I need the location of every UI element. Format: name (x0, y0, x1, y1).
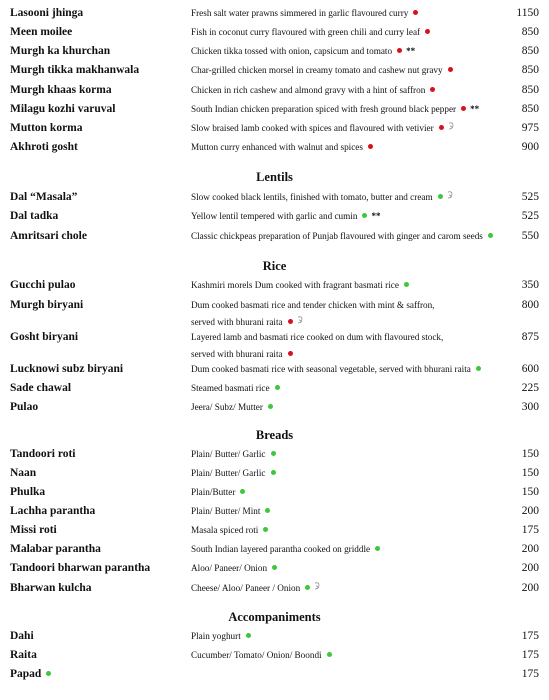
veg-dot-icon (271, 451, 276, 456)
menu-item-name (10, 401, 38, 413)
menu-item-price: 850 (521, 45, 539, 57)
menu-item-name-text: Papad (10, 668, 42, 680)
menu-item-name-text: Murgh tikka makhanwala (10, 64, 140, 76)
menu-item-name (10, 191, 77, 203)
description-line (191, 139, 373, 156)
menu-item-price: 175 (521, 668, 539, 680)
section-heading: Rice (262, 259, 287, 273)
menu-item-description (191, 101, 479, 118)
menu-item-price: 800 (521, 299, 539, 311)
menu-item-price: 850 (521, 84, 539, 96)
menu-item-name-text: Lasooni jhinga (10, 7, 84, 19)
menu-item-name (10, 668, 51, 680)
nonveg-dot-icon (413, 10, 418, 15)
menu-item-name-text: Dal “Masala” (10, 191, 78, 203)
veg-dot-icon (488, 233, 493, 238)
menu-item-name-text: Phulka (10, 486, 46, 498)
veg-dot-icon (272, 565, 277, 570)
description-text: Plain/ Butter/ Mint (191, 506, 261, 516)
menu-item-name (10, 331, 78, 343)
menu-item-price: 850 (521, 64, 539, 76)
menu-item-description (191, 503, 270, 520)
menu-item-name (10, 230, 87, 242)
description-line (191, 522, 268, 539)
menu-item-name-text: Murgh ka khurchan (10, 45, 111, 57)
description-text: Slow braised lamb cooked with spices and flavoured with vetivier (191, 123, 434, 133)
veg-dot-icon (404, 282, 409, 287)
nonveg-dot-icon (430, 87, 435, 92)
menu-item-name-text: Tandoori bharwan parantha (10, 562, 151, 574)
menu-item-price: 150 (521, 486, 539, 498)
description-line (191, 399, 273, 416)
menu-item-description (191, 208, 380, 225)
menu-item-name-text: Pulao (10, 401, 39, 413)
veg-dot-icon (438, 194, 443, 199)
veg-dot-icon (246, 633, 251, 638)
menu-item-price: 525 (521, 210, 539, 222)
nonveg-dot-icon (439, 125, 444, 130)
description-line (191, 628, 251, 645)
description-line (191, 503, 270, 520)
menu-item-price: 600 (521, 363, 539, 375)
nonveg-dot-icon (461, 106, 466, 111)
menu-item-name (10, 122, 83, 134)
menu-item-price: 525 (521, 191, 539, 203)
menu-item-description (191, 24, 430, 41)
menu-item-description (191, 62, 453, 79)
nonveg-dot-icon (425, 29, 430, 34)
chef-special-stars: ** (371, 211, 381, 221)
description-text: Chicken tikka tossed with onion, capsicum and tomato (191, 46, 393, 56)
description-line (191, 361, 481, 378)
menu-item-name-text: Bharwan kulcha (10, 582, 92, 594)
menu-item-price: 875 (521, 331, 539, 343)
menu-item-price: 1150 (516, 7, 539, 19)
description-line (191, 101, 479, 118)
menu-item-description (191, 189, 454, 206)
description-text: Plain/ Butter/ Garlic (191, 468, 266, 478)
veg-dot-icon (305, 585, 310, 590)
chef-special-stars: ** (406, 46, 416, 56)
description-text: Dum cooked basmati rice with seasonal vegetable, served with bhurani raita (191, 364, 471, 374)
menu-item-description (191, 329, 443, 363)
menu-item-description (191, 5, 418, 22)
menu-item-name (10, 448, 76, 460)
menu-item-price: 150 (521, 448, 539, 460)
menu-item-name-text: Tandoori roti (10, 448, 76, 460)
menu-item-name-text: Akhroti gosht (10, 141, 78, 153)
nonveg-dot-icon (288, 319, 293, 324)
menu-item-name-text: Murgh biryani (10, 299, 84, 311)
menu-item-name (10, 505, 95, 517)
menu-item-price: 200 (521, 562, 539, 574)
description-line (191, 82, 435, 99)
description-text: South Indian layered parantha cooked on griddle (191, 544, 371, 554)
menu-item-name (10, 562, 150, 574)
chef-special-stars: ** (470, 104, 480, 114)
description-line (191, 120, 455, 137)
menu-item-name (10, 279, 76, 291)
menu-item-description (191, 628, 251, 645)
menu-item-description (191, 277, 409, 294)
menu-item-description (191, 139, 373, 156)
description-line (191, 484, 245, 501)
section-heading: Breads (255, 428, 294, 442)
menu-item-price: 175 (521, 630, 539, 642)
description-text: Chicken in rich cashew and almond gravy with a hint of saffron (191, 85, 426, 95)
description-line (191, 465, 276, 482)
menu-item-name-text: Sade chawal (10, 382, 72, 394)
veg-dot-icon (265, 508, 270, 513)
description-text: Dum cooked basmati rice and tender chicken with mint & saffron, (191, 300, 435, 310)
spicy-chili-icon (314, 582, 321, 590)
description-text: Cucumber/ Tomato/ Onion/ Boondi (191, 650, 322, 660)
menu-item-name-text: Amritsari chole (10, 230, 87, 242)
menu-item-description (191, 541, 380, 558)
spicy-chili-icon (297, 316, 304, 324)
description-text: Kashmiri morels Dum cooked with fragrant basmati rice (191, 280, 399, 290)
description-text: Fresh salt water prawns simmered in garlic flavoured curry (191, 8, 409, 18)
menu-item-description (191, 228, 493, 245)
description-text: Plain/Butter (191, 487, 236, 497)
description-text: Aloo/ Paneer/ Onion (191, 563, 268, 573)
spicy-chili-icon (448, 122, 455, 130)
veg-dot-icon (476, 366, 481, 371)
description-line (191, 297, 434, 314)
menu-item-description (191, 120, 455, 137)
description-line (191, 560, 277, 577)
menu-item-description (191, 82, 435, 99)
menu-item-price: 550 (521, 230, 539, 242)
menu-item-name (10, 210, 58, 222)
menu-item-name-text: Gosht biryani (10, 331, 79, 343)
nonveg-dot-icon (448, 67, 453, 72)
description-line (191, 189, 454, 206)
menu-item-price: 200 (521, 582, 539, 594)
veg-dot-icon (268, 404, 273, 409)
menu-item-name (10, 45, 110, 57)
menu-item-price: 175 (521, 524, 539, 536)
menu-item-description (191, 43, 415, 60)
description-line (191, 329, 443, 346)
menu-item-description (191, 522, 268, 539)
menu-item-name (10, 582, 91, 594)
menu-item-description (191, 297, 434, 331)
menu-item-name (10, 64, 139, 76)
spicy-chili-icon (447, 191, 454, 199)
menu-item-name-text: Malabar parantha (10, 543, 101, 555)
menu-item-name (10, 7, 83, 19)
veg-dot-icon (271, 470, 276, 475)
menu-item-price: 300 (521, 401, 539, 413)
veg-dot-icon (275, 385, 280, 390)
menu-item-description (191, 647, 332, 664)
menu-item-price: 175 (521, 649, 539, 661)
menu-item-name (10, 84, 112, 96)
menu-item-description (191, 446, 276, 463)
description-line (191, 647, 332, 664)
description-text: Plain/ Butter/ Garlic (191, 449, 266, 459)
menu-item-description (191, 380, 280, 397)
description-text: Masala spiced roti (191, 525, 259, 535)
menu-item-description (191, 399, 273, 416)
menu-item-name-text: Dahi (10, 630, 34, 642)
menu-item-price: 850 (521, 26, 539, 38)
description-text: Yellow lentil tempered with garlic and cumin (191, 211, 358, 221)
menu-item-description (191, 484, 245, 501)
menu-item-name-text: Lucknowi subz biryani (10, 363, 124, 375)
veg-dot-icon (327, 652, 332, 657)
menu-item-name (10, 543, 101, 555)
description-text: Plain yoghurt (191, 631, 241, 641)
menu-item-name-text: Mutton korma (10, 122, 83, 134)
nonveg-dot-icon (397, 48, 402, 53)
nonveg-dot-icon (288, 351, 293, 356)
menu-item-name-text: Lachha parantha (10, 505, 96, 517)
description-text: served with bhurani raita (191, 317, 283, 327)
veg-dot-icon (46, 671, 51, 676)
description-text: served with bhurani raita (191, 349, 283, 359)
menu-item-description (191, 361, 481, 378)
menu-item-name (10, 299, 83, 311)
menu-item-name-text: Gucchi pulao (10, 279, 76, 291)
description-text: South Indian chicken preparation spiced with fresh ground black pepper (191, 104, 457, 114)
menu-item-name (10, 630, 34, 642)
description-text: Layered lamb and basmati rice cooked on dum with flavoured stock, (191, 332, 444, 342)
menu-item-name (10, 103, 115, 115)
description-text: Slow cooked black lentils, finished with tomato, butter and cream (191, 192, 433, 202)
menu-item-price: 900 (521, 141, 539, 153)
veg-dot-icon (240, 489, 245, 494)
description-line (191, 43, 415, 60)
menu-item-name-text: Missi roti (10, 524, 57, 536)
description-line (191, 62, 453, 79)
description-text: Mutton curry enhanced with walnut and spices (191, 142, 363, 152)
menu-item-description (191, 580, 321, 597)
description-line (191, 208, 380, 225)
description-line (191, 228, 493, 245)
description-text: Fish in coconut curry flavoured with green chili and curry leaf (191, 27, 421, 37)
menu-item-name (10, 141, 78, 153)
menu-item-name (10, 486, 45, 498)
description-text: Char-grilled chicken morsel in creamy tomato and cashew nut gravy (191, 65, 443, 75)
menu-item-description (191, 560, 277, 577)
veg-dot-icon (375, 546, 380, 551)
menu-item-price: 200 (521, 505, 539, 517)
veg-dot-icon (263, 527, 268, 532)
menu-item-name (10, 382, 71, 394)
description-text: Classic chickpeas preparation of Punjab flavoured with ginger and carom seeds (191, 231, 483, 241)
description-line (191, 446, 276, 463)
description-text: Jeera/ Subz/ Mutter (191, 402, 263, 412)
menu-item-name (10, 649, 37, 661)
menu-item-name (10, 363, 123, 375)
menu-item-name (10, 524, 57, 536)
menu-item-price: 200 (521, 543, 539, 555)
description-text: Steamed basmati rice (191, 383, 270, 393)
menu-item-name-text: Naan (10, 467, 37, 479)
section-heading: Lentils (256, 170, 293, 184)
menu-item-name-text: Dal tadka (10, 210, 59, 222)
menu-item-name-text: Meen moilee (10, 26, 73, 38)
description-line (191, 541, 380, 558)
menu-item-price: 850 (521, 103, 539, 115)
description-line (191, 580, 321, 597)
menu-item-name (10, 467, 36, 479)
menu-item-description (191, 465, 276, 482)
veg-dot-icon (362, 213, 367, 218)
menu-item-price: 150 (521, 467, 539, 479)
description-line (191, 277, 409, 294)
menu-item-price: 975 (521, 122, 539, 134)
menu-item-name (10, 26, 72, 38)
section-heading: Accompaniments (228, 610, 321, 624)
description-line (191, 380, 280, 397)
nonveg-dot-icon (368, 144, 373, 149)
description-line (191, 5, 418, 22)
menu-item-price: 350 (521, 279, 539, 291)
menu-item-price: 225 (521, 382, 539, 394)
description-line (191, 24, 430, 41)
description-text: Cheese/ Aloo/ Paneer / Onion (191, 583, 301, 593)
menu-item-name-text: Murgh khaas korma (10, 84, 112, 96)
menu-item-name-text: Milagu kozhi varuval (10, 103, 116, 115)
menu-item-name-text: Raita (10, 649, 37, 661)
